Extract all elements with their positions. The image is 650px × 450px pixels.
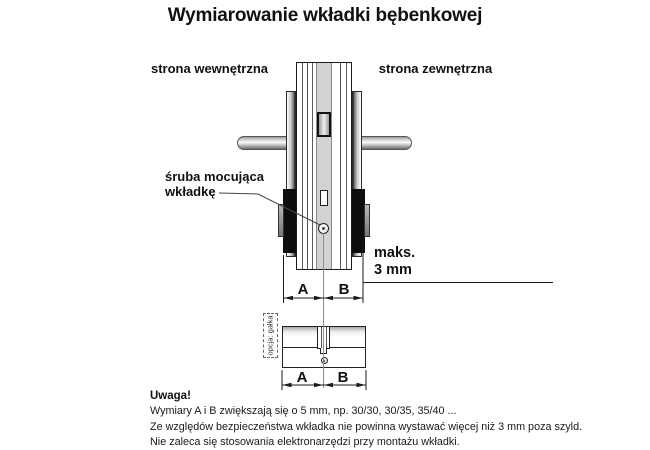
dimension-a-upper: A (297, 281, 309, 298)
door-layer-line (302, 63, 303, 269)
note-line-2: Ze względów bezpieczeństwa wkładka nie powinna wystawać więcej niż 3 mm poza szyld. (150, 420, 583, 433)
door-layer-line (340, 63, 341, 269)
cylinder-cam-slot-inner (321, 327, 327, 348)
arrowhead (284, 296, 293, 301)
max-protrusion-line2: 3 mm (374, 262, 412, 278)
door-layer-line (312, 63, 313, 269)
cylinder-cam (317, 112, 331, 137)
cylinder-cam-stub (320, 348, 327, 354)
cylinder-end-inner (278, 204, 284, 237)
door-layer-line (307, 63, 308, 269)
max-protrusion-label (374, 245, 415, 279)
arrowhead (314, 383, 323, 388)
mounting-screw-label-line2: wkładkę (165, 184, 216, 199)
inner-side-label: strona wewnętrzna (150, 61, 269, 76)
arrowhead (314, 296, 323, 301)
security-shield-inner (283, 189, 296, 253)
dimension-b-upper: B (338, 281, 350, 298)
note-line-3: Nie zaleca się stosowania elektronarzędzi przy montażu wkładki. (150, 436, 460, 448)
arrowhead (354, 296, 363, 301)
knob-option-label: opcja: gałka (266, 315, 275, 356)
max-protrusion-line1: maks. (374, 245, 416, 261)
dimension-b-lower: B (337, 369, 349, 386)
outer-side-label: strona zewnętrzna (378, 61, 493, 76)
dimension-a-lower: A (296, 369, 308, 386)
mounting-screw-label-line1: śruba mocująca (165, 169, 264, 184)
note-line-1: Wymiary A i B zwiększają się o 5 mm, np. 30/30, 30/35, 35/40 ... (150, 405, 457, 417)
cylinder-fixing-screw-center (323, 360, 325, 362)
arrowhead (324, 383, 333, 388)
arrowhead (283, 383, 292, 388)
page-title: Wymiarowanie wkładki bębenkowej (167, 5, 483, 26)
door-layer-line (346, 63, 347, 269)
mounting-screw-center (322, 227, 325, 230)
cylinder-end-outer (364, 204, 370, 237)
arrowhead (357, 383, 366, 388)
cylinder-channel (316, 63, 332, 269)
arrowhead (324, 296, 333, 301)
mounting-screw-label (165, 169, 264, 199)
handle-outer (361, 136, 412, 150)
handle-inner (237, 136, 288, 150)
knob-option-box (263, 313, 278, 358)
notes-heading: Uwaga! (150, 390, 191, 402)
screw-channel (320, 190, 328, 206)
